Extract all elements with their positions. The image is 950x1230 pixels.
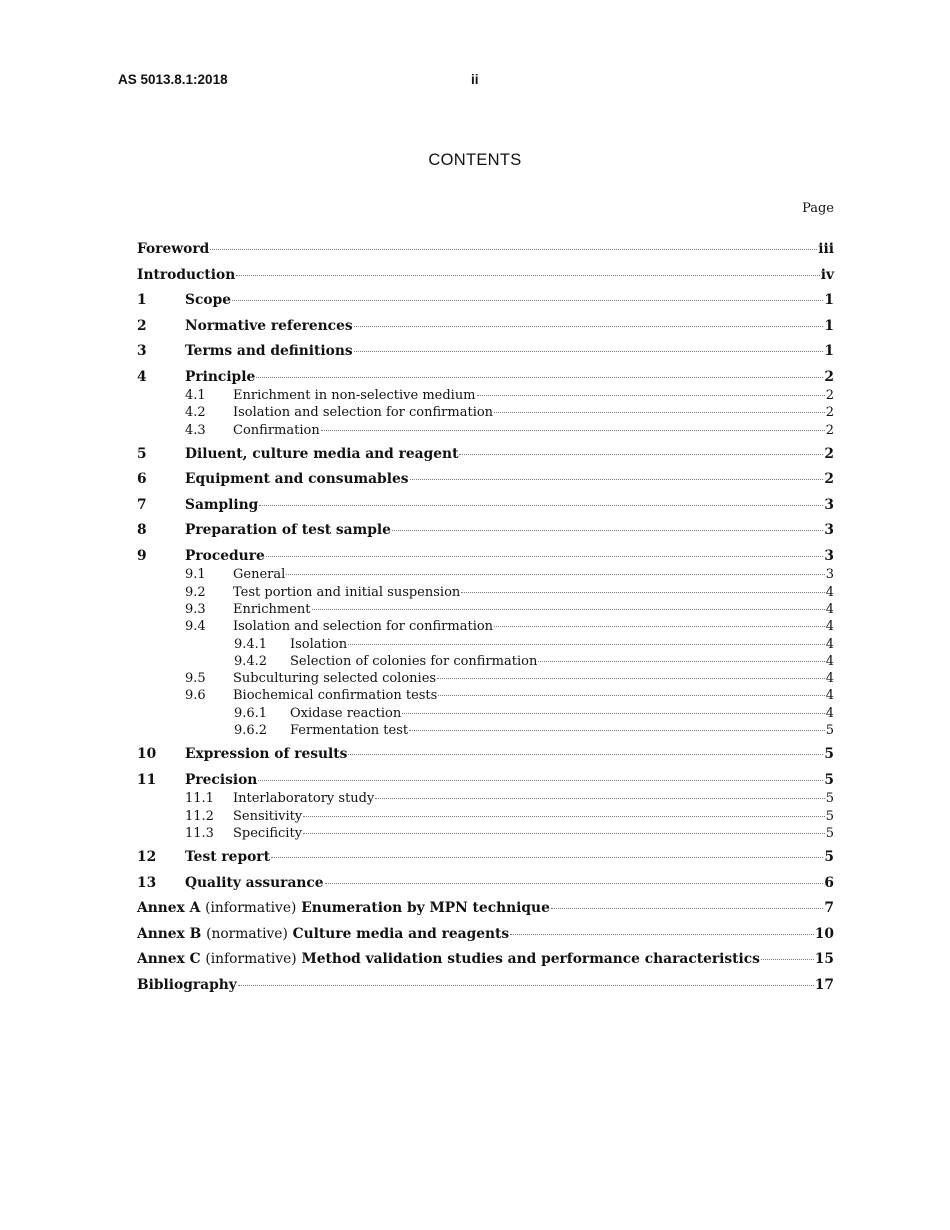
toc-entry-page: 3: [824, 547, 834, 564]
dot-leader: [303, 833, 825, 834]
dot-leader: [266, 556, 824, 557]
toc-entry-number: 9.4.1: [234, 636, 268, 652]
toc-entry-page: iv: [820, 266, 834, 283]
dot-leader: [354, 351, 824, 352]
toc-entry-page: 5: [824, 771, 834, 788]
dot-leader: [437, 678, 825, 679]
toc-entry-number: 10: [137, 746, 157, 763]
toc-entry-page: 5: [825, 723, 834, 739]
toc-entry-number: 8: [137, 522, 147, 539]
toc-entry-number: 12: [137, 849, 157, 866]
toc-entry[interactable]: [137, 874, 834, 894]
toc-entry-page: 3: [824, 522, 834, 539]
dot-leader: [375, 798, 824, 799]
toc-entry-title: Fermentation test: [290, 723, 409, 739]
toc-entry-title: General: [233, 567, 286, 583]
dot-leader: [256, 377, 823, 378]
dot-leader: [348, 644, 825, 645]
toc-entry-page: 17: [814, 976, 834, 993]
toc-entry[interactable]: [137, 687, 834, 704]
toc-entry-page: 6: [824, 874, 834, 891]
annex-title: Culture media and reagents: [292, 925, 510, 942]
toc-entry-page: 4: [825, 653, 834, 669]
toc-entry[interactable]: [137, 470, 834, 490]
toc-entry-page: 2: [824, 471, 834, 488]
toc-entry[interactable]: [137, 618, 834, 635]
toc-entry-page: 15: [814, 951, 834, 968]
toc-entry-page: iii: [818, 241, 834, 257]
toc-entry-page: 1: [824, 343, 834, 359]
dot-leader: [258, 780, 823, 781]
annex-label: Annex B: [137, 925, 202, 942]
dot-leader: [494, 412, 825, 413]
dot-leader: [303, 816, 824, 817]
toc-entry[interactable]: [137, 266, 834, 286]
toc-entry[interactable]: [137, 653, 834, 670]
dot-leader: [286, 574, 824, 575]
dot-leader: [438, 695, 824, 696]
toc-entry-page: 4: [825, 601, 834, 617]
toc-entry-title: Procedure: [185, 547, 265, 564]
toc-entry-title: Oxidase reaction: [290, 705, 402, 721]
toc-entry-title: Quality assurance: [185, 874, 324, 891]
dot-leader: [271, 857, 823, 858]
toc-entry-page: 4: [825, 636, 834, 652]
toc-entry-title: Normative references: [185, 317, 353, 334]
toc-entry[interactable]: [137, 636, 834, 653]
toc-entry-number: 9: [137, 547, 147, 564]
toc-entry-page: 7: [824, 900, 834, 917]
toc-entry-page: 5: [825, 825, 834, 841]
toc-entry[interactable]: [137, 899, 834, 919]
toc-entry-number: 5: [137, 445, 147, 462]
page-column-label: Page: [802, 201, 834, 216]
annex-type: (normative): [206, 925, 288, 942]
toc-entry-number: 9.1: [185, 567, 206, 583]
toc-entry[interactable]: [137, 368, 834, 388]
page-number: ii: [471, 72, 479, 87]
dot-leader: [312, 609, 825, 610]
dot-leader: [321, 430, 825, 431]
toc-entry[interactable]: [137, 566, 834, 583]
toc-entry-number: 9.4.2: [234, 653, 268, 669]
toc-entry-title: Confirmation: [233, 422, 320, 438]
toc-entry[interactable]: [137, 521, 834, 541]
toc-entry-number: 9.6.1: [234, 705, 268, 721]
annex-type: (informative): [205, 900, 297, 917]
toc-entry-title: Terms and definitions: [185, 343, 353, 359]
toc-entry-title: Sensitivity: [233, 808, 303, 824]
toc-entry-title: Diluent, culture media and reagent: [185, 445, 459, 462]
toc-entry-number: 4.3: [185, 422, 206, 438]
dot-leader: [210, 249, 817, 250]
toc-entry-title: Enrichment in non-selective medium: [233, 388, 476, 403]
toc-entry-number: 9.4: [185, 619, 206, 635]
page-title: CONTENTS: [428, 151, 522, 169]
toc-entry-title: Precision: [185, 771, 258, 788]
annex-title: Enumeration by MPN technique: [301, 900, 550, 917]
toc-entry[interactable]: [137, 342, 834, 362]
toc-entry[interactable]: [137, 670, 834, 687]
toc-entry-title: Biochemical confirmation tests: [233, 688, 438, 704]
toc-entry[interactable]: [137, 745, 834, 765]
toc-entry-number: 9.2: [185, 584, 206, 600]
toc-entry-number: 11.3: [185, 825, 214, 841]
toc-entry[interactable]: [137, 790, 834, 807]
toc-entry-title: Interlaboratory study: [233, 791, 375, 807]
toc-entry-number: 2: [137, 317, 147, 334]
toc-entry[interactable]: [137, 387, 834, 404]
dot-leader: [494, 626, 825, 627]
toc-entry-page: 2: [825, 422, 834, 438]
toc-entry-page: 4: [825, 705, 834, 721]
toc-entry[interactable]: [137, 601, 834, 618]
toc-entry-title: [137, 899, 550, 919]
dot-leader: [392, 530, 824, 531]
dot-leader: [409, 730, 825, 731]
toc-entry-number: 4.1: [185, 388, 206, 403]
toc-entry[interactable]: [137, 848, 834, 868]
toc-entry-page: 4: [825, 584, 834, 600]
dot-leader: [477, 395, 825, 396]
toc-entry-number: 9.5: [185, 671, 206, 687]
toc-entry-title: Test report: [185, 849, 270, 866]
toc-entry[interactable]: [137, 240, 834, 260]
page-header: [118, 72, 834, 90]
toc-entry-number: 9.6: [185, 688, 206, 704]
dot-leader: [459, 454, 823, 455]
toc-entry-page: 1: [824, 292, 834, 308]
dot-leader: [402, 713, 824, 714]
toc-entry-page: 4: [825, 688, 834, 704]
dot-leader: [761, 959, 814, 960]
toc-entry-number: 6: [137, 471, 147, 488]
toc-entry-title: Test portion and initial suspension: [233, 584, 461, 600]
toc-entry[interactable]: [137, 496, 834, 516]
toc-entry-page: 4: [825, 619, 834, 635]
document-id: AS 5013.8.1:2018: [118, 72, 228, 87]
toc-entry-title: Isolation: [290, 636, 348, 652]
toc-entry-number: 7: [137, 496, 147, 513]
toc-entry[interactable]: [137, 705, 834, 722]
toc-entry-page: 3: [825, 567, 834, 583]
dot-leader: [325, 883, 824, 884]
toc-entry-title: Scope: [185, 292, 231, 308]
toc-entry-number: 13: [137, 874, 157, 891]
toc-entry-page: 2: [824, 445, 834, 462]
dot-leader: [354, 326, 824, 327]
toc-entry-page: 5: [824, 746, 834, 763]
toc-entry-title: Selection of colonies for confirmation: [290, 653, 538, 669]
toc-entry-title: Introduction: [137, 266, 236, 283]
dot-leader: [510, 934, 814, 935]
dot-leader: [238, 985, 814, 986]
annex-label: Annex C: [137, 951, 201, 968]
toc-entry[interactable]: [137, 825, 834, 842]
toc-entry-number: 9.3: [185, 601, 206, 617]
toc-entry-title: [137, 950, 760, 970]
toc-entry-page: 5: [825, 808, 834, 824]
toc-entry[interactable]: [137, 584, 834, 601]
annex-label: Annex A: [137, 900, 201, 917]
toc-entry[interactable]: [137, 291, 834, 311]
dot-leader: [461, 592, 824, 593]
toc-entry-title: Expression of results: [185, 746, 348, 763]
toc-entry-title: Preparation of test sample: [185, 522, 391, 539]
toc-entry-title: Enrichment: [233, 601, 311, 617]
toc-entry-page: 3: [824, 496, 834, 513]
toc-entry-page: 4: [825, 671, 834, 687]
toc-entry[interactable]: [137, 547, 834, 567]
toc-entry-title: Isolation and selection for confirmation: [233, 619, 494, 635]
toc-entry-title: Equipment and consumables: [185, 471, 409, 488]
toc-entry-number: 9.6.2: [234, 723, 268, 739]
toc-entry-page: 5: [824, 849, 834, 866]
toc-entry-number: 4: [137, 368, 147, 385]
toc-entry-page: 1: [824, 317, 834, 334]
toc-entry[interactable]: [137, 925, 834, 945]
dot-leader: [236, 275, 819, 276]
toc-entry-title: Foreword: [137, 241, 210, 257]
toc-entry-page: 10: [814, 925, 834, 942]
dot-leader: [551, 908, 824, 909]
table-of-contents: [137, 240, 834, 995]
toc-entry-title: Sampling: [185, 496, 259, 513]
toc-entry-number: 11.1: [185, 791, 214, 807]
toc-entry-title: Isolation and selection for confirmation: [233, 405, 494, 421]
toc-entry[interactable]: [137, 445, 834, 465]
toc-entry-title: [137, 925, 509, 945]
toc-entry-page: 2: [825, 405, 834, 421]
toc-entry[interactable]: [137, 404, 834, 421]
dot-leader: [232, 300, 823, 301]
dot-leader: [259, 505, 823, 506]
toc-entry[interactable]: [137, 317, 834, 337]
toc-entry-title: Specificity: [233, 825, 303, 841]
toc-entry-title: Subculturing selected colonies: [233, 671, 437, 687]
toc-entry-page: 2: [824, 368, 834, 385]
toc-entry-number: 4.2: [185, 405, 206, 421]
toc-entry[interactable]: [137, 950, 834, 970]
toc-entry[interactable]: [137, 808, 834, 825]
annex-title: Method validation studies and performance characteristics: [301, 951, 760, 968]
toc-entry-title: Bibliography: [137, 976, 237, 993]
toc-entry[interactable]: [137, 722, 834, 739]
dot-leader: [348, 754, 823, 755]
toc-entry-page: 5: [825, 791, 834, 807]
toc-entry[interactable]: [137, 422, 834, 439]
toc-entry-number: 3: [137, 343, 147, 359]
toc-entry-number: 1: [137, 292, 147, 308]
toc-entry-title: Principle: [185, 368, 256, 385]
toc-entry[interactable]: [137, 976, 834, 996]
toc-entry-number: 11: [137, 771, 157, 788]
dot-leader: [538, 661, 824, 662]
toc-entry-number: 11.2: [185, 808, 214, 824]
annex-type: (informative): [205, 951, 297, 968]
toc-entry[interactable]: [137, 771, 834, 791]
dot-leader: [410, 479, 824, 480]
toc-entry-page: 2: [825, 388, 834, 403]
